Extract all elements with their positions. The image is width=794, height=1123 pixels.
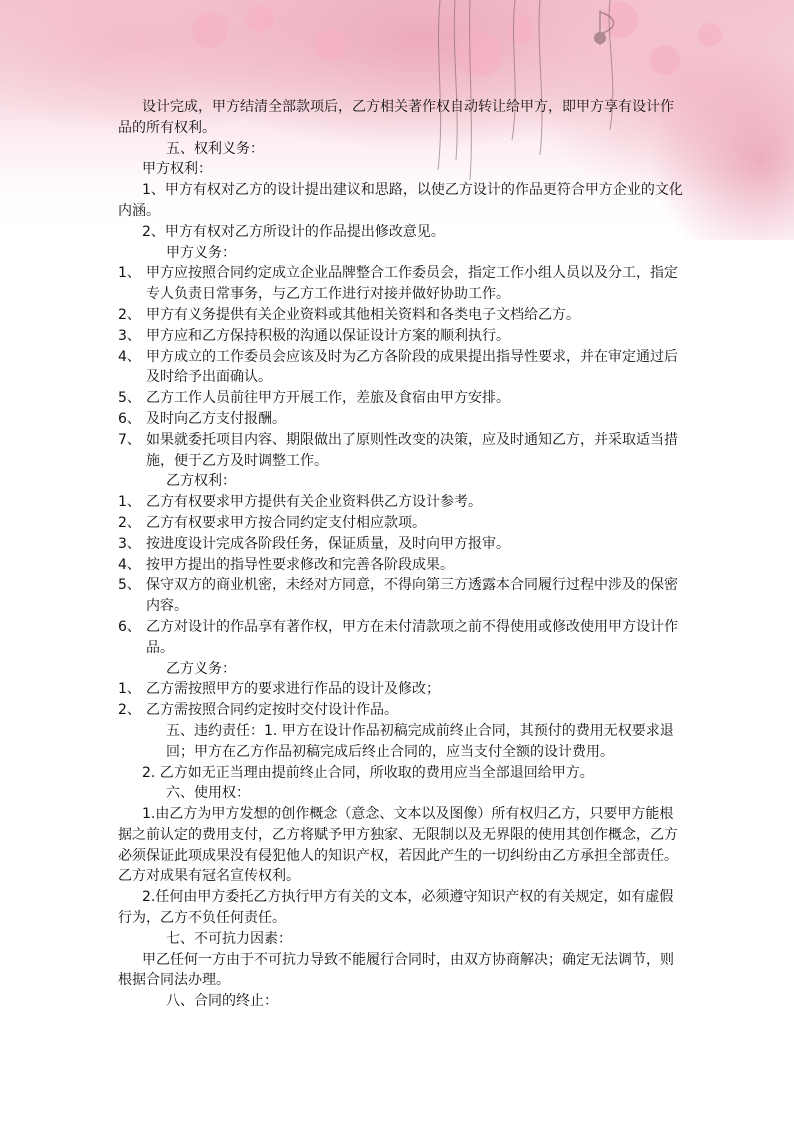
usage-rights-2: 2.任何由甲方委托乙方执行甲方有关的文本，必须遵守知识产权的有关规定，如有虚假行为，乙方不负任何责任。 [118,889,674,927]
party-a-duty-2 [118,305,684,326]
section-breach-liability: 五、违约责任：1. 甲方在设计作品初稿完成前终止合同，其预付的费用无权要求退回；甲方在乙方作品初稿完成后终止合同的，应当支付全额的设计费用。 [166,722,674,760]
item-number: 2、 [118,306,141,323]
item-number: 2、 [118,702,141,719]
item-number: 6、 [118,618,141,635]
party-b-right-2 [118,513,684,534]
item-text: 按进度设计完成各阶段任务，保证质量，及时向甲方报审。 [146,535,510,552]
item-text: 乙方需按照甲方的要求进行作品的设计及修改； [146,681,440,698]
party-b-right-5 [118,575,684,617]
party-b-right-1 [118,492,684,513]
party-b-duty-1 [118,679,684,700]
subheading-party-a-duties: 甲方义务： [166,244,236,261]
item-number: 3、 [118,535,141,552]
party-b-right-6 [118,617,684,659]
item-text: 如果就委托项目内容、期限做出了原则性改变的决策，应及时通知乙方，并采取适当措施，便于乙方及时调整工作。 [146,431,678,469]
party-b-duty-2 [118,700,684,721]
item-text: 乙方工作人员前往甲方开展工作，差旅及食宿由甲方安排。 [146,390,510,407]
item-number: 1、 [118,265,141,282]
item-text: 乙方对设计的作品享有著作权，甲方在未付清款项之前不得使用或修改使用甲方设计作品。 [146,618,678,656]
item-number: 1、 [118,494,141,511]
section-heading-force-majeure: 七、不可抗力因素： [166,930,292,947]
party-a-duty-1 [118,263,684,305]
item-text: 甲方有义务提供有关企业资料或其他相关资料和各类电子文档给乙方。 [146,306,580,323]
party-b-right-3 [118,534,684,555]
item-text: 及时向乙方支付报酬。 [146,410,286,427]
party-a-duty-6 [118,409,684,430]
item-number: 3、 [118,327,141,344]
item-text: 乙方有权要求甲方按合同约定支付相应款项。 [146,514,426,531]
item-number: 1、 [118,681,141,698]
party-b-right-4 [118,555,684,576]
item-text: 乙方有权要求甲方提供有关企业资料供乙方设计参考。 [146,494,482,511]
party-a-duty-3 [118,326,684,347]
item-text: 甲方应和乙方保持积极的沟通以保证设计方案的顺利执行。 [146,327,510,344]
item-number: 4、 [118,556,141,573]
item-number: 7、 [118,431,141,448]
party-a-duty-4 [118,347,684,389]
usage-rights-1: 1.由乙方为甲方发想的创作概念（意念、文本以及图像）所有权归乙方，只要甲方能根据之前认定的费用支付，乙方将赋予甲方独家、无限制以及无界限的使用其创作概念，乙方必须保证此项成果没有侵犯他人的知识产权，若因此产生的一切纠纷由乙方承担全部责任。乙方对成果有冠名宣传权利。 [118,806,678,885]
party-a-duty-7 [118,430,684,472]
item-text: 保守双方的商业机密，未经对方同意，不得向第三方透露本合同履行过程中涉及的保密内容。 [146,577,678,615]
item-number: 5、 [118,390,141,407]
item-number: 4、 [118,348,141,365]
subheading-party-b-rights: 乙方权利： [166,473,236,490]
section-heading-usage-rights: 六、使用权： [166,785,250,802]
section-heading-rights-duties: 五、权利义务： [166,140,264,157]
section-heading-termination: 八、合同的终止： [166,993,278,1010]
item-number: 2、 [118,514,141,531]
item-number: 5、 [118,577,141,594]
subheading-party-a-rights: 甲方权利： [142,161,212,178]
document-body [118,97,684,1012]
breach-liability-2: 2. 乙方如无正当理由提前终止合同，所收取的费用应当全部退回给甲方。 [142,764,594,781]
party-a-right-1: 1、甲方有权对乙方的设计提出建议和思路，以使乙方设计的作品更符合甲方企业的文化内涵。 [118,182,683,219]
party-a-right-2: 2、甲方有权对乙方所设计的作品提出修改意见。 [142,223,445,240]
party-a-duty-5 [118,388,684,409]
item-text: 按甲方提出的指导性要求修改和完善各阶段成果。 [146,556,454,573]
item-text: 甲方应按照合同约定成立企业品牌整合工作委员会，指定工作小组人员以及分工，指定专人负责日常事务，与乙方工作进行对接并做好协助工作。 [146,265,678,303]
subheading-party-b-duties: 乙方义务： [166,660,236,677]
item-text: 甲方成立的工作委员会应该及时为乙方各阶段的成果提出指导性要求，并在审定通过后及时给予出面确认。 [146,348,678,386]
paragraph-design-completion: 设计完成，甲方结清全部款项后，乙方相关著作权自动转让给甲方，即甲方享有设计作品的所有权利。 [118,99,674,136]
item-number: 6、 [118,410,141,427]
force-majeure-1: 甲乙任何一方由于不可抗力导致不能履行合同时，由双方协商解决；确定无法调节，则根据合同法办理。 [118,951,674,989]
item-text: 乙方需按照合同约定按时交付设计作品。 [146,702,398,719]
